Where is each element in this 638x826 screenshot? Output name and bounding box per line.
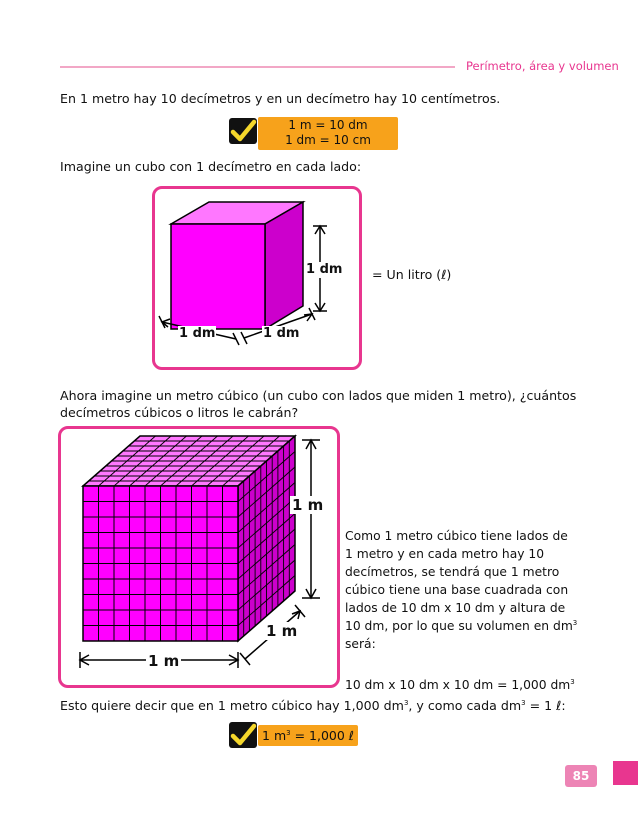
large-cube-front-face bbox=[83, 486, 238, 641]
conversion-box bbox=[258, 117, 398, 150]
meter-prompt-line-2: decímetros cúbicos o litros le cabrán? bbox=[60, 405, 299, 420]
checkmark-icon bbox=[229, 722, 257, 748]
volume-calculation: 10 dm x 10 dm x 10 dm = 1,000 $dm^3$ bbox=[345, 678, 575, 692]
small-cube-side-face bbox=[265, 202, 303, 329]
large-cube-illustration bbox=[58, 426, 340, 688]
result-box: 1 $m^3 = 1,000$ ℓ bbox=[258, 725, 358, 746]
cube-prompt: Imagine un cubo con 1 decímetro en cada lado: bbox=[60, 159, 362, 174]
small-cube-illustration bbox=[152, 186, 362, 370]
small-cube-width-label: 1 dm bbox=[179, 326, 216, 341]
intro-text: En 1 metro hay 10 decímetros y en un decímetro hay 10 centímetros. bbox=[60, 91, 501, 106]
large-cube-depth-label: 1 m bbox=[266, 622, 298, 640]
explanation-line: será: bbox=[345, 637, 376, 651]
explanation-line: cúbico tiene una base cuadrada con bbox=[345, 583, 569, 597]
conversion-line-2: 1 dm = 10 cm bbox=[285, 133, 371, 147]
conversion-line-1: 1 m = 10 dm bbox=[288, 118, 368, 132]
small-cube-front-face bbox=[171, 224, 265, 329]
small-cube-depth-label: 1 dm bbox=[263, 326, 300, 341]
one-liter-label: = Un litro (ℓ) bbox=[372, 267, 452, 282]
page-edge-tab bbox=[613, 761, 638, 785]
conclusion-text: Esto quiere decir que en 1 metro cúbico hay 1,000 $dm^3$, y como cada $dm^3 = 1$ ℓ: bbox=[60, 698, 566, 713]
explanation-text bbox=[345, 527, 577, 653]
meter-prompt-line-1: Ahora imagine un metro cúbico (un cubo con lados que miden 1 metro), ¿cuántos bbox=[60, 388, 577, 403]
explanation-line: Como 1 metro cúbico tiene lados de bbox=[345, 529, 568, 543]
large-cube-width-label: 1 m bbox=[148, 652, 180, 670]
small-cube-height-label: 1 dm bbox=[306, 262, 343, 277]
explanation-line: 1 metro y en cada metro hay 10 bbox=[345, 547, 545, 561]
section-title: Perímetro, área y volumen bbox=[466, 59, 619, 73]
header-rule bbox=[60, 66, 455, 68]
explanation-line-6: 10 dm, por lo que su volumen en $dm^3$ bbox=[345, 619, 578, 633]
large-cube-height-label: 1 m bbox=[292, 496, 324, 514]
explanation-line: lados de 10 dm x 10 dm y altura de bbox=[345, 601, 566, 615]
checkmark-icon bbox=[229, 118, 257, 144]
large-cube-height-dimension bbox=[302, 440, 320, 598]
page-number: 85 bbox=[565, 765, 597, 787]
explanation-line: decímetros, se tendrá que 1 metro bbox=[345, 565, 560, 579]
